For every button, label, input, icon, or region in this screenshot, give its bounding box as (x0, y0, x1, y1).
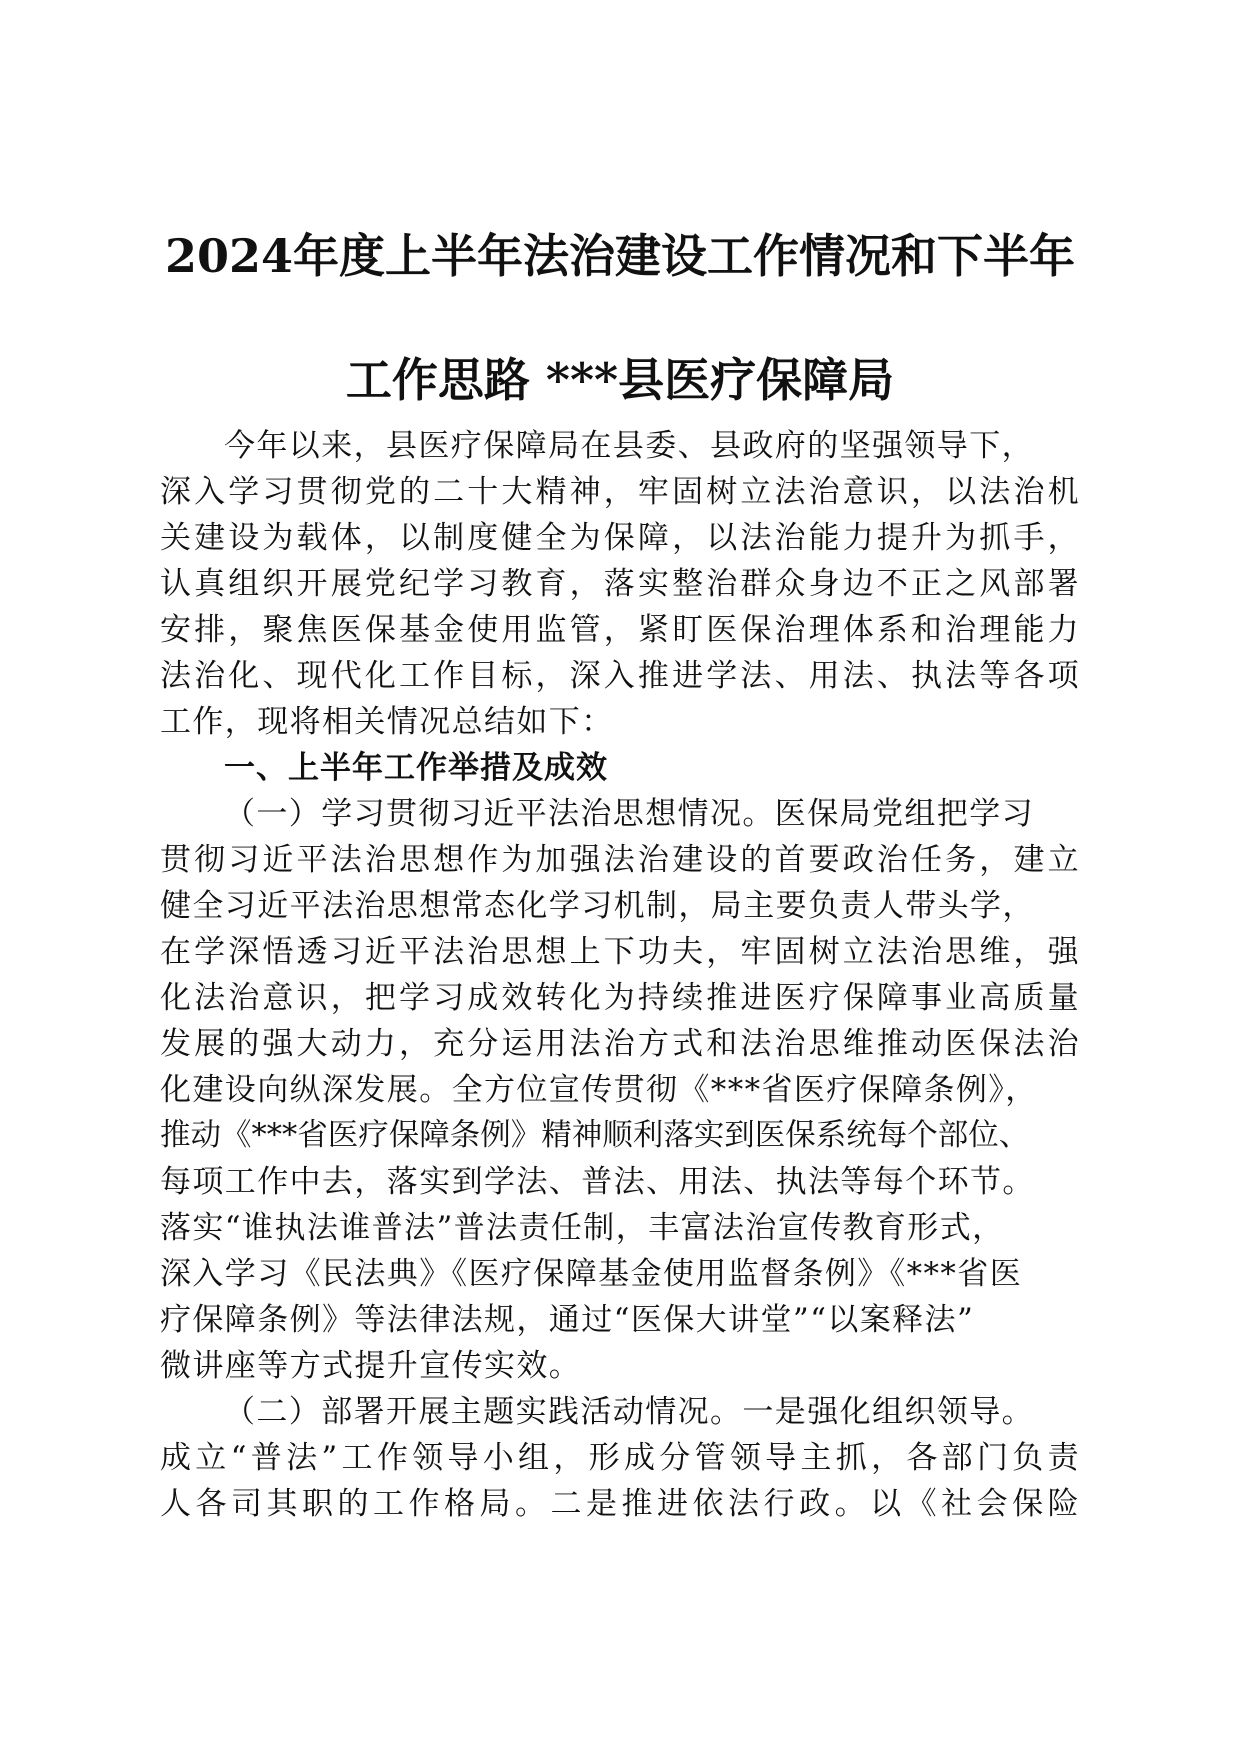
intro-line: 深入学习贯彻党的二十大精神，牢固树立法治意识，以法治机 (160, 474, 1080, 510)
paragraph-2-line: （二）部署开展主题实践活动情况。一是强化组织领导。 (224, 1394, 1034, 1430)
intro-line: 法治化、现代化工作目标，深入推进学法、用法、执法等各项 (160, 658, 1080, 694)
document-body (160, 423, 1080, 1527)
paragraph-1-line: 贯彻习近平法治思想作为加强法治建设的首要政治任务，建立 (160, 842, 1080, 878)
intro-line: 安排，聚焦医保基金使用监管，紧盯医保治理体系和治理能力 (160, 612, 1080, 648)
paragraph-1-line: 化建设向纵深发展。全方位宣传贯彻《***省医疗保障条例》， (160, 1072, 1038, 1108)
paragraph-1-line: 微讲座等方式提升宣传实效。 (160, 1348, 582, 1384)
intro-line: 认真组织开展党纪学习教育，落实整治群众身边不正之风部署 (160, 566, 1080, 602)
paragraph-1-line: 健全习近平法治思想常态化学习机制，局主要负责人带头学， (160, 888, 1035, 924)
document-title-line-1: 2024年度上半年法治建设工作情况和下半年 (164, 229, 1076, 283)
paragraph-1-line: 每项工作中去，落实到学法、普法、用法、执法等每个环节。 (160, 1164, 1035, 1200)
paragraph-1-line: 推动《***省医疗保障条例》精神顺利落实到医保系统每个部位、 (160, 1118, 1030, 1153)
intro-line: 关建设为载体，以制度健全为保障，以法治能力提升为抓手， (160, 520, 1080, 556)
paragraph-1-line: 发展的强大动力，充分运用法治方式和法治思维推动医保法治 (160, 1026, 1080, 1062)
intro-line: 工作，现将相关情况总结如下： (160, 704, 614, 740)
paragraph-2-line: 成立“普法”工作领导小组，形成分管领导主抓，各部门负责 (160, 1440, 1080, 1476)
intro-line: 今年以来，县医疗保障局在县委、县政府的坚强领导下， (224, 428, 1034, 464)
paragraph-1-line: 化法治意识，把学习成效转化为持续推进医疗保障事业高质量 (160, 980, 1080, 1016)
paragraph-2-line: 人各司其职的工作格局。二是推进依法行政。以《社会保险 (160, 1486, 1080, 1522)
paragraph-1-line: 落实“谁执法谁普法”普法责任制，丰富法治宣传教育形式， (160, 1210, 1005, 1246)
document-title-line-2: 工作思路 ***县医疗保障局 (345, 353, 895, 407)
paragraph-1-line: 疗保障条例》等法律法规，通过“医保大讲堂”“以案释法” (160, 1302, 975, 1338)
paragraph-1-line: （一）学习贯彻习近平法治思想情况。医保局党组把学习 (224, 796, 1034, 832)
paragraph-1-line: 在学深悟透习近平法治思想上下功夫，牢固树立法治思维，强 (160, 934, 1080, 970)
paragraph-1-line: 深入学习《民法典》《医疗保障基金使用监督条例》《***省医 (160, 1256, 1023, 1292)
section-heading: 一、上半年工作举措及成效 (224, 750, 608, 786)
